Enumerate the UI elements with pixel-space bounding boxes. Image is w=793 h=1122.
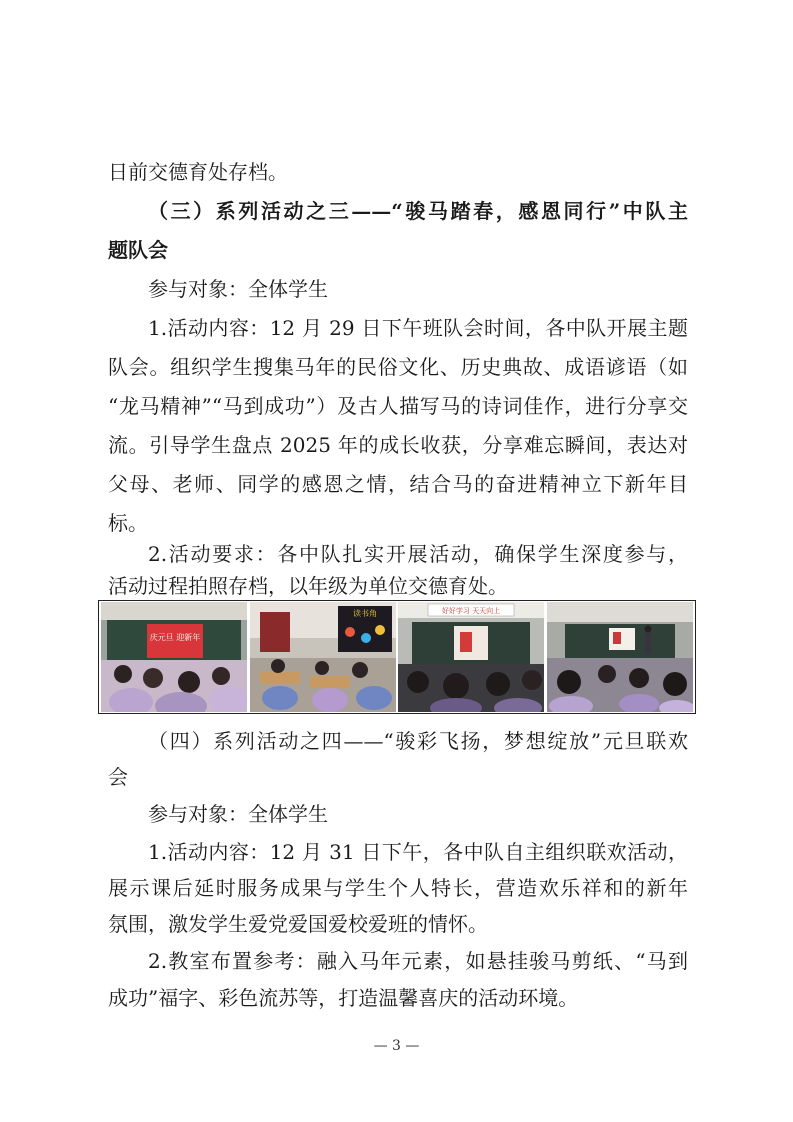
photo-banner-text: 读书角 [352,609,377,618]
participants-line: 参与对象：全体学生 [148,277,328,301]
section-heading-3-cont: 题队会 [108,238,168,262]
paragraph-line: 2.活动要求：各中队扎实开展活动，确保学生深度参与， [148,542,688,566]
paragraph-line: 队会。组织学生搜集马年的民俗文化、历史典故、成语谚语（如 [108,355,688,379]
page-number: — 3 — [373,1038,420,1054]
classroom-photo-2 [249,602,397,712]
section-heading-4: （四）系列活动之四——“骏彩飞扬，梦想绽放”元旦联欢 [148,729,688,753]
classroom-photo-4 [546,602,694,712]
paragraph-line: 氛围，激发学生爱党爱国爱校爱班的情怀。 [108,912,488,936]
participants-line: 参与对象：全体学生 [148,802,328,826]
photo-banner-text: 好好学习 天天向上 [442,607,501,615]
classroom-photo-1 [100,602,248,712]
photo-banner-text: 庆元旦 迎新年 [149,633,201,642]
paragraph-line: 活动过程拍照存档，以年级为单位交德育处。 [108,574,508,598]
paragraph-line: 1.活动内容：12 月 31 日下午，各中队自主组织联欢活动， [148,840,688,864]
paragraph-line: 流。引导学生盘点 2025 年的成长收获，分享难忘瞬间，表达对 [108,433,688,457]
paragraph-line: “龙马精神”“马到成功”）及古人描写马的诗词佳作，进行分享交 [108,394,688,418]
classroom-photo-3 [397,602,545,712]
paragraph-line: 成功”福字、彩色流苏等，打造温馨喜庆的活动环境。 [108,986,579,1010]
paragraph-line: 2.教室布置参考：融入马年元素，如悬挂骏马剪纸、“马到 [148,949,688,973]
paragraph-line: 标。 [108,511,148,535]
paragraph-line: 日前交德育处存档。 [108,160,288,184]
photo-strip [98,600,696,714]
paragraph-line: 父母、老师、同学的感恩之情，结合马的奋进精神立下新年目 [108,472,688,496]
section-heading-3: （三）系列活动之三——“骏马踏春，感恩同行”中队主 [148,199,688,223]
paragraph-line: 展示课后延时服务成果与学生个人特长，营造欢乐祥和的新年 [108,876,688,900]
section-heading-4-cont: 会 [108,765,128,789]
paragraph-line: 1.活动内容：12 月 29 日下午班队会时间，各中队开展主题 [148,316,688,340]
